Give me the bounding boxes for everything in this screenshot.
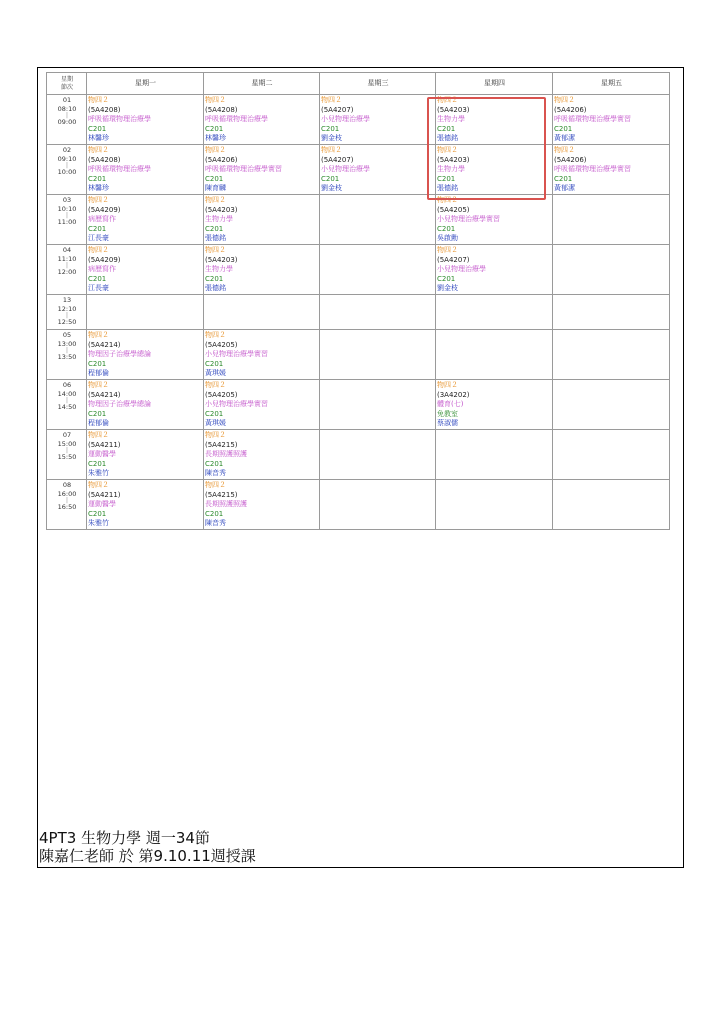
class-cell bbox=[204, 145, 320, 195]
classroom-label: C201 bbox=[88, 459, 107, 468]
course-code: (5A4207) bbox=[437, 255, 470, 264]
classroom-label: C201 bbox=[88, 174, 107, 183]
class-cell bbox=[87, 145, 204, 195]
class-group: 物四２ bbox=[88, 481, 109, 489]
class-cell bbox=[436, 295, 553, 330]
class-group: 物四２ bbox=[205, 246, 226, 254]
course-code: (5A4208) bbox=[88, 105, 121, 114]
teacher-name: 劉金枝 bbox=[321, 184, 342, 193]
course-name: 體育(七) bbox=[437, 400, 464, 409]
course-code: (5A4205) bbox=[437, 205, 470, 214]
period-end-time: 13:50 bbox=[57, 353, 77, 361]
teacher-name: 張德銘 bbox=[437, 134, 458, 143]
class-cell bbox=[87, 380, 204, 430]
class-cell bbox=[320, 380, 436, 430]
class-group: 物四２ bbox=[88, 196, 109, 204]
teacher-name: 黃琪媛 bbox=[205, 369, 226, 378]
period-end-time: 12:00 bbox=[57, 268, 77, 276]
class-group: 物四２ bbox=[88, 331, 109, 339]
course-code: (5A4203) bbox=[205, 205, 238, 214]
class-cell bbox=[204, 245, 320, 295]
class-group: 物四２ bbox=[88, 96, 109, 104]
class-cell bbox=[436, 245, 553, 295]
course-name: 呼吸循環物理治療學 bbox=[88, 115, 151, 124]
classroom-label: C201 bbox=[88, 409, 107, 418]
course-name: 長期照護照護 bbox=[205, 450, 247, 459]
class-group: 物四２ bbox=[321, 146, 342, 154]
course-name: 物理因子治療學總論 bbox=[88, 350, 151, 359]
period-cell bbox=[47, 195, 87, 245]
period-start-time: 09:10 bbox=[57, 154, 77, 163]
period-cell bbox=[47, 295, 87, 330]
course-name: 呼吸循環物理治療學實習 bbox=[205, 165, 282, 174]
course-name: 生物力學 bbox=[437, 115, 465, 124]
period-number: 01 bbox=[62, 96, 72, 104]
course-code: (5A4211) bbox=[88, 440, 121, 449]
period-separator: | bbox=[65, 346, 69, 354]
course-name: 運動醫學 bbox=[88, 500, 116, 509]
classroom-label: C201 bbox=[205, 509, 224, 518]
period-separator: | bbox=[65, 311, 69, 319]
day-header-mon: 星期一 bbox=[87, 73, 204, 95]
classroom-label: C201 bbox=[88, 224, 107, 233]
period-cell bbox=[47, 430, 87, 480]
course-code: (5A4215) bbox=[205, 490, 238, 499]
class-cell bbox=[204, 195, 320, 245]
period-end-time: 11:00 bbox=[57, 218, 77, 226]
day-header-wed: 星期三 bbox=[320, 73, 436, 95]
teacher-name: 林馨珍 bbox=[88, 134, 109, 143]
class-cell bbox=[436, 380, 553, 430]
teacher-name: 黃琪媛 bbox=[205, 419, 226, 428]
course-name: 小兒物理治療學實習 bbox=[205, 350, 268, 359]
course-code: (5A4215) bbox=[205, 440, 238, 449]
class-group: 物四２ bbox=[554, 96, 575, 104]
teacher-name: 張德銘 bbox=[205, 284, 226, 293]
period-start-time: 13:00 bbox=[57, 339, 77, 348]
classroom-label: C201 bbox=[88, 124, 107, 133]
class-cell bbox=[204, 295, 320, 330]
period-end-time: 16:50 bbox=[57, 503, 77, 511]
teacher-name: 吳啟勳 bbox=[437, 234, 458, 243]
timetable-row bbox=[47, 95, 670, 145]
teacher-name: 劉金枝 bbox=[321, 134, 342, 143]
period-number: 03 bbox=[62, 196, 72, 204]
class-cell bbox=[320, 330, 436, 380]
classroom-label: C201 bbox=[205, 124, 224, 133]
course-code: (5A4203) bbox=[205, 255, 238, 264]
period-number: 05 bbox=[62, 331, 72, 339]
timetable-row bbox=[47, 145, 670, 195]
class-group: 物四２ bbox=[437, 96, 458, 104]
course-name: 生物力學 bbox=[205, 215, 233, 224]
course-name: 小兒物理治療學 bbox=[321, 165, 370, 174]
class-cell bbox=[320, 295, 436, 330]
class-cell bbox=[553, 480, 670, 530]
class-group: 物四２ bbox=[205, 96, 226, 104]
class-cell bbox=[204, 480, 320, 530]
teacher-name: 江長豪 bbox=[88, 284, 109, 293]
course-code: (5A4209) bbox=[88, 205, 121, 214]
period-start-time: 16:00 bbox=[57, 489, 77, 498]
footer-line-course: 4PT3 生物力學 週一34節 bbox=[39, 829, 210, 847]
period-separator: | bbox=[65, 161, 69, 169]
class-cell bbox=[436, 430, 553, 480]
day-header-fri: 星期五 bbox=[553, 73, 670, 95]
class-group: 物四２ bbox=[88, 381, 109, 389]
period-start-time: 14:00 bbox=[57, 389, 77, 398]
classroom-label: C201 bbox=[88, 274, 107, 283]
classroom-label: 免教室 bbox=[437, 409, 458, 418]
timetable-row bbox=[47, 480, 670, 530]
day-header-thu: 星期四 bbox=[436, 73, 553, 95]
class-cell bbox=[87, 295, 204, 330]
class-cell bbox=[553, 245, 670, 295]
class-cell bbox=[320, 195, 436, 245]
course-code: (5A4205) bbox=[205, 340, 238, 349]
classroom-label: C201 bbox=[88, 359, 107, 368]
class-cell bbox=[320, 245, 436, 295]
period-end-time: 12:50 bbox=[57, 318, 77, 326]
course-name: 呼吸循環物理治療學實習 bbox=[554, 115, 631, 124]
teacher-name: 陳音秀 bbox=[205, 519, 226, 528]
course-name: 小兒物理治療學 bbox=[437, 265, 486, 274]
course-code: (5A4214) bbox=[88, 390, 121, 399]
class-cell bbox=[553, 145, 670, 195]
teacher-name: 黃郁潔 bbox=[554, 134, 575, 143]
teacher-name: 程郁倫 bbox=[88, 419, 109, 428]
course-name: 病歷寫作 bbox=[88, 215, 116, 224]
classroom-label: C201 bbox=[205, 459, 224, 468]
course-code: (5A4207) bbox=[321, 105, 354, 114]
teacher-name: 林馨珍 bbox=[88, 184, 109, 193]
period-cell bbox=[47, 245, 87, 295]
period-number: 06 bbox=[62, 381, 72, 389]
course-name: 小兒物理治療學 bbox=[321, 115, 370, 124]
timetable-row bbox=[47, 330, 670, 380]
period-number: 04 bbox=[62, 246, 72, 254]
classroom-label: C201 bbox=[437, 174, 456, 183]
course-code: (5A4205) bbox=[205, 390, 238, 399]
period-separator: | bbox=[65, 211, 69, 219]
class-cell bbox=[320, 430, 436, 480]
class-cell bbox=[436, 330, 553, 380]
class-group: 物四２ bbox=[88, 431, 109, 439]
class-group: 物四２ bbox=[554, 146, 575, 154]
class-cell bbox=[87, 195, 204, 245]
day-header-tue: 星期二 bbox=[204, 73, 320, 95]
class-cell bbox=[553, 195, 670, 245]
period-number: 02 bbox=[62, 146, 72, 154]
class-cell bbox=[87, 330, 204, 380]
period-cell bbox=[47, 380, 87, 430]
teacher-name: 朱雅竹 bbox=[88, 519, 109, 528]
class-cell bbox=[553, 95, 670, 145]
class-cell bbox=[320, 145, 436, 195]
teacher-name: 林馨珍 bbox=[205, 134, 226, 143]
classroom-label: C201 bbox=[437, 274, 456, 283]
course-code: (5A4209) bbox=[88, 255, 121, 264]
teacher-name: 劉金枝 bbox=[437, 284, 458, 293]
class-cell bbox=[204, 380, 320, 430]
course-code: (5A4203) bbox=[437, 105, 470, 114]
course-name: 呼吸循環物理治療學 bbox=[205, 115, 268, 124]
teacher-name: 張德銘 bbox=[205, 234, 226, 243]
class-group: 物四２ bbox=[437, 196, 458, 204]
footer-line-teacher: 陳嘉仁老師 於 第9.10.11週授課 bbox=[39, 847, 256, 865]
class-cell bbox=[436, 480, 553, 530]
course-name: 呼吸循環物理治療學實習 bbox=[554, 165, 631, 174]
course-code: (5A4208) bbox=[205, 105, 238, 114]
class-cell bbox=[553, 430, 670, 480]
classroom-label: C201 bbox=[554, 174, 573, 183]
class-cell bbox=[553, 380, 670, 430]
course-name: 長期照護照護 bbox=[205, 500, 247, 509]
period-cell bbox=[47, 95, 87, 145]
class-group: 物四２ bbox=[437, 381, 458, 389]
timetable-sheet bbox=[37, 67, 684, 868]
class-cell bbox=[320, 95, 436, 145]
period-cell bbox=[47, 145, 87, 195]
period-start-time: 15:00 bbox=[57, 439, 77, 448]
course-name: 呼吸循環物理治療學 bbox=[88, 165, 151, 174]
class-cell bbox=[436, 195, 553, 245]
classroom-label: C201 bbox=[321, 174, 340, 183]
period-start-time: 10:10 bbox=[57, 204, 77, 213]
period-end-time: 14:50 bbox=[57, 403, 77, 411]
period-cell bbox=[47, 330, 87, 380]
course-code: (5A4211) bbox=[88, 490, 121, 499]
course-name: 小兒物理治療學實習 bbox=[205, 400, 268, 409]
class-group: 物四２ bbox=[205, 481, 226, 489]
period-number: 13 bbox=[62, 296, 72, 304]
corner-period-label: 節次 bbox=[60, 84, 73, 91]
course-code: (5A4214) bbox=[88, 340, 121, 349]
class-group: 物四２ bbox=[88, 146, 109, 154]
teacher-name: 朱雅竹 bbox=[88, 469, 109, 478]
classroom-label: C201 bbox=[437, 124, 456, 133]
class-cell bbox=[320, 480, 436, 530]
class-group: 物四２ bbox=[205, 381, 226, 389]
timetable-row bbox=[47, 245, 670, 295]
course-name: 生物力學 bbox=[437, 165, 465, 174]
course-code: (5A4206) bbox=[205, 155, 238, 164]
class-cell bbox=[87, 480, 204, 530]
classroom-label: C201 bbox=[321, 124, 340, 133]
period-separator: | bbox=[65, 496, 69, 504]
class-cell bbox=[553, 295, 670, 330]
course-name: 運動醫學 bbox=[88, 450, 116, 459]
class-group: 物四２ bbox=[205, 196, 226, 204]
period-separator: | bbox=[65, 111, 69, 119]
class-group: 物四２ bbox=[205, 431, 226, 439]
timetable-row bbox=[47, 195, 670, 245]
classroom-label: C201 bbox=[205, 174, 224, 183]
course-code: (5A4206) bbox=[554, 105, 587, 114]
teacher-name: 蔡淑儒 bbox=[437, 419, 458, 428]
class-cell bbox=[204, 430, 320, 480]
class-cell bbox=[204, 330, 320, 380]
course-name: 病歷寫作 bbox=[88, 265, 116, 274]
timetable bbox=[46, 72, 670, 530]
class-group: 物四２ bbox=[321, 96, 342, 104]
period-end-time: 15:50 bbox=[57, 453, 77, 461]
highlight-box bbox=[427, 97, 546, 200]
teacher-name: 江長豪 bbox=[88, 234, 109, 243]
course-code: (5A4206) bbox=[554, 155, 587, 164]
period-separator: | bbox=[65, 261, 69, 269]
class-cell bbox=[87, 245, 204, 295]
class-group: 物四２ bbox=[437, 146, 458, 154]
classroom-label: C201 bbox=[437, 224, 456, 233]
corner-day-label: 星期 bbox=[60, 76, 73, 83]
class-cell bbox=[87, 95, 204, 145]
class-group: 物四２ bbox=[437, 246, 458, 254]
teacher-name: 程郁倫 bbox=[88, 369, 109, 378]
teacher-name: 黃郁潔 bbox=[554, 184, 575, 193]
class-group: 物四２ bbox=[205, 331, 226, 339]
period-cell bbox=[47, 480, 87, 530]
course-code: (5A4207) bbox=[321, 155, 354, 164]
period-number: 07 bbox=[62, 431, 72, 439]
class-group: 物四２ bbox=[205, 146, 226, 154]
timetable-row bbox=[47, 295, 670, 330]
period-end-time: 09:00 bbox=[57, 118, 77, 126]
course-code: (5A4203) bbox=[437, 155, 470, 164]
footer-note bbox=[39, 829, 256, 865]
timetable-row bbox=[47, 430, 670, 480]
course-code: (5A4208) bbox=[88, 155, 121, 164]
course-code: (3A4202) bbox=[437, 390, 470, 399]
course-name: 小兒物理治療學實習 bbox=[437, 215, 500, 224]
period-number: 08 bbox=[62, 481, 72, 489]
timetable-body bbox=[47, 95, 670, 530]
period-start-time: 11:10 bbox=[57, 254, 77, 263]
class-cell bbox=[553, 330, 670, 380]
classroom-label: C201 bbox=[205, 274, 224, 283]
period-separator: | bbox=[65, 446, 69, 454]
teacher-name: 陳音秀 bbox=[205, 469, 226, 478]
class-cell bbox=[87, 430, 204, 480]
corner-header bbox=[47, 73, 87, 95]
course-name: 生物力學 bbox=[205, 265, 233, 274]
period-separator: | bbox=[65, 396, 69, 404]
teacher-name: 張德銘 bbox=[437, 184, 458, 193]
classroom-label: C201 bbox=[205, 224, 224, 233]
classroom-label: C201 bbox=[205, 409, 224, 418]
classroom-label: C201 bbox=[554, 124, 573, 133]
timetable-row bbox=[47, 380, 670, 430]
class-group: 物四２ bbox=[88, 246, 109, 254]
teacher-name: 陳育麟 bbox=[205, 184, 226, 193]
classroom-label: C201 bbox=[88, 509, 107, 518]
classroom-label: C201 bbox=[205, 359, 224, 368]
period-start-time: 08:10 bbox=[57, 104, 77, 113]
period-end-time: 10:00 bbox=[57, 168, 77, 176]
course-name: 物理因子治療學總論 bbox=[88, 400, 151, 409]
period-start-time: 12:10 bbox=[57, 304, 77, 313]
class-cell bbox=[204, 95, 320, 145]
